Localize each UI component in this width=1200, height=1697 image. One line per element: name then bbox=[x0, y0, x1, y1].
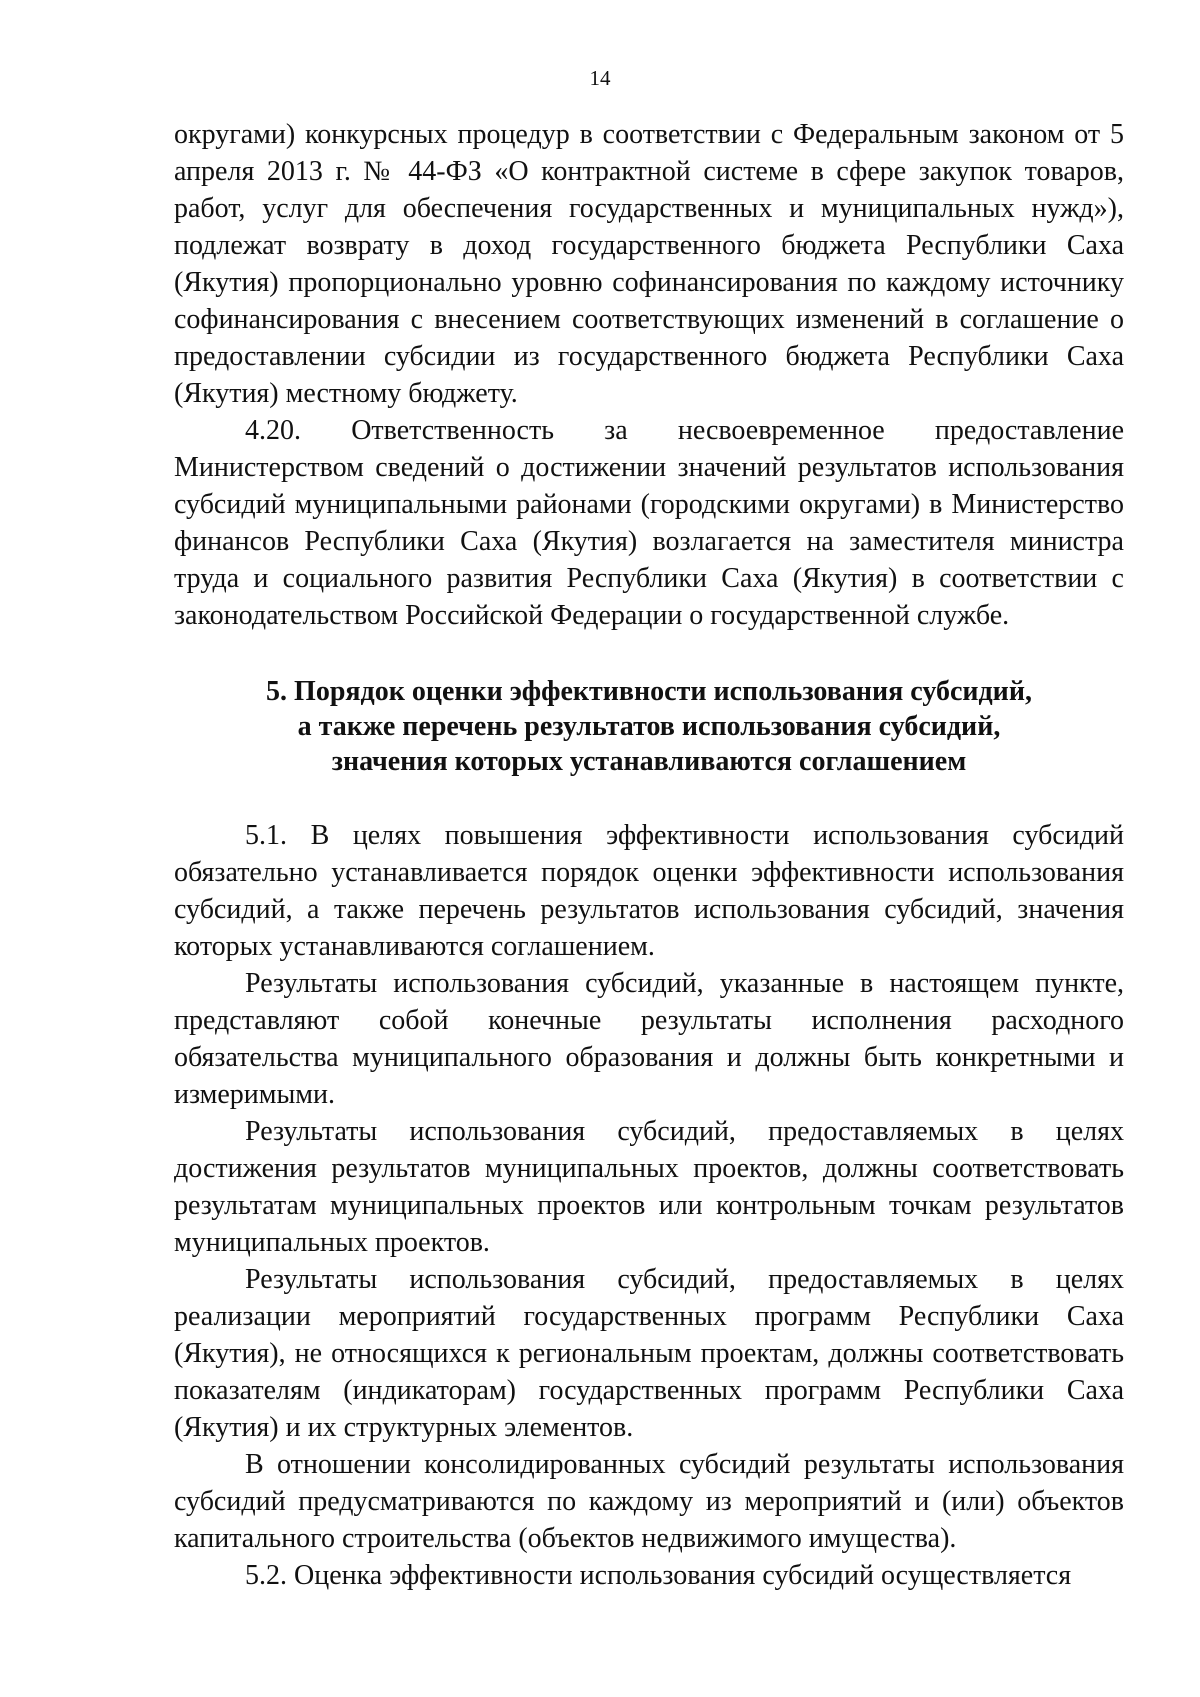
paragraph-results-state-programs: Результаты использования субсидий, предоставляемых в целях реализации мероприятий государственных программ Республики Саха (Якутия), не относящихся к региональным проектам, должны соответствовать показателям (индикаторам) государственных программ Республики Саха (Якутия) и их структурных элементов. bbox=[174, 1264, 1124, 1443]
paragraph-results-municipal-projects: Результаты использования субсидий, предоставляемых в целях достижения результатов муниципальных проектов, должны соответствовать результатам муниципальных проектов или контрольным точкам результатов муниципальных проектов. bbox=[174, 1116, 1124, 1258]
section-5-heading bbox=[174, 674, 1124, 779]
paragraph-consolidated-subsidies: В отношении консолидированных субсидий результаты использования субсидий предусматриваются по каждому из мероприятий и (или) объектов капитального строительства (объектов недвижимого имущества). bbox=[174, 1449, 1124, 1554]
section-5-heading-line-3: значения которых устанавливаются соглашением bbox=[331, 746, 967, 777]
section-5-heading-line-2: а также перечень результатов использования субсидий, bbox=[297, 711, 1001, 742]
document-body bbox=[174, 116, 1124, 1594]
paragraph-5-1: 5.1. В целях повышения эффективности использования субсидий обязательно устанавливается порядок оценки эффективности использования субсидий, а также перечень результатов использования субсидий, значения которых устанавливаются соглашением. bbox=[174, 820, 1124, 962]
section-5-heading-line-1: 5. Порядок оценки эффективности использования субсидий, bbox=[266, 676, 1032, 707]
page-number: 14 bbox=[589, 66, 611, 90]
paragraph-results-measurable: Результаты использования субсидий, указанные в настоящем пункте, представляют собой конечные результаты исполнения расходного обязательства муниципального образования и должны быть конкретными и измеримыми. bbox=[174, 968, 1124, 1110]
paragraph-4-20: 4.20. Ответственность за несвоевременное предоставление Министерством сведений о достижении значений результатов использования субсидий муниципальными районами (городскими округами) в Министерство финансов Республики Саха (Якутия) возлагается на заместителя министра труда и социального развития Республики Саха (Якутия) в соответствии с законодательством Российской Федерации о государственной службе. bbox=[174, 415, 1124, 631]
paragraph-continuation: округами) конкурсных процедур в соответствии с Федеральным законом от 5 апреля 2013 г. № 44-ФЗ «О контрактной системе в сфере закупок товаров, работ, услуг для обеспечения государственных и муниципальных нужд»), подлежат возврату в доход государственного бюджета Республики Саха (Якутия) пропорционально уровню софинансирования по каждому источнику софинансирования с внесением соответствующих изменений в соглашение о предоставлении субсидии из государственного бюджета Республики Саха (Якутия) местному бюджету. bbox=[174, 119, 1124, 409]
paragraph-5-2: 5.2. Оценка эффективности использования субсидий осуществляется bbox=[245, 1560, 1072, 1591]
